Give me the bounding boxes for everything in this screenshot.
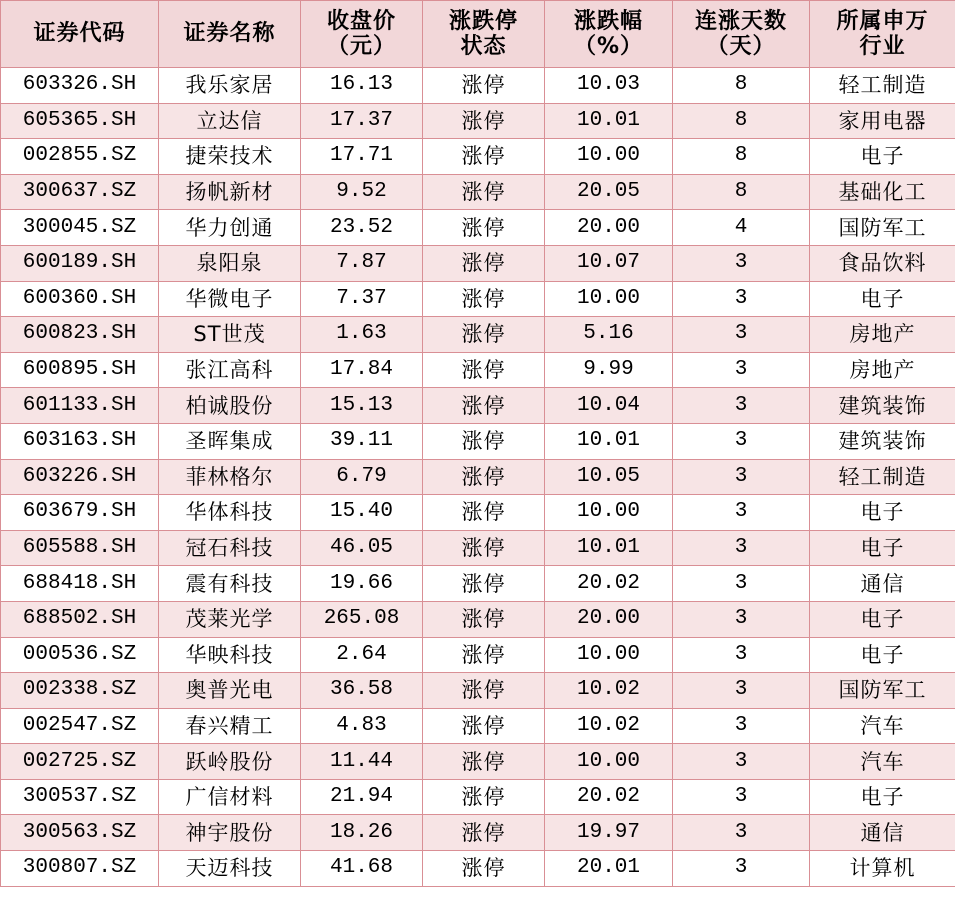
table-row (1, 68, 955, 104)
cell-consecutive-days: 3 (673, 459, 810, 495)
cell-code: 002338.SZ (1, 673, 159, 709)
cell-code: 603163.SH (1, 423, 159, 459)
table-row (1, 566, 955, 602)
column-header-name (159, 1, 301, 68)
cell-limit-state: 涨停 (423, 139, 545, 175)
cell-code: 300563.SZ (1, 815, 159, 851)
cell-consecutive-days: 3 (673, 815, 810, 851)
cell-change-pct: 20.02 (545, 779, 673, 815)
cell-industry: 汽车 (810, 708, 955, 744)
cell-name: 张江高科 (159, 352, 301, 388)
cell-limit-state: 涨停 (423, 637, 545, 673)
cell-change-pct: 10.00 (545, 744, 673, 780)
column-header-change-line1: 涨跌幅 (573, 8, 643, 34)
cell-code: 600823.SH (1, 317, 159, 353)
cell-limit-state: 涨停 (423, 103, 545, 139)
cell-consecutive-days: 3 (673, 317, 810, 353)
cell-change-pct: 10.01 (545, 530, 673, 566)
cell-name: 茂莱光学 (159, 601, 301, 637)
table-body (1, 68, 955, 887)
cell-change-pct: 10.02 (545, 708, 673, 744)
cell-change-pct: 20.02 (545, 566, 673, 602)
cell-industry: 轻工制造 (810, 459, 955, 495)
table-row (1, 210, 955, 246)
table-row (1, 281, 955, 317)
cell-name: ST世茂 (159, 317, 301, 353)
cell-close-price: 18.26 (301, 815, 423, 851)
cell-industry: 建筑装饰 (810, 388, 955, 424)
cell-industry: 食品饮料 (810, 245, 955, 281)
table-row (1, 815, 955, 851)
cell-change-pct: 10.05 (545, 459, 673, 495)
cell-change-pct: 10.01 (545, 103, 673, 139)
cell-change-pct: 9.99 (545, 352, 673, 388)
cell-limit-state: 涨停 (423, 566, 545, 602)
cell-change-pct: 20.01 (545, 851, 673, 887)
cell-change-pct: 10.01 (545, 423, 673, 459)
cell-limit-state: 涨停 (423, 601, 545, 637)
cell-code: 603326.SH (1, 68, 159, 104)
cell-code: 603226.SH (1, 459, 159, 495)
table-row (1, 139, 955, 175)
cell-consecutive-days: 3 (673, 744, 810, 780)
cell-industry: 电子 (810, 495, 955, 531)
cell-limit-state: 涨停 (423, 708, 545, 744)
column-header-state-line1: 涨跌停 (448, 8, 518, 34)
table-row (1, 245, 955, 281)
cell-consecutive-days: 3 (673, 637, 810, 673)
cell-limit-state: 涨停 (423, 779, 545, 815)
cell-code: 600189.SH (1, 245, 159, 281)
cell-limit-state: 涨停 (423, 210, 545, 246)
cell-limit-state: 涨停 (423, 245, 545, 281)
cell-name: 冠石科技 (159, 530, 301, 566)
cell-close-price: 17.71 (301, 139, 423, 175)
cell-change-pct: 20.00 (545, 601, 673, 637)
cell-consecutive-days: 3 (673, 388, 810, 424)
cell-limit-state: 涨停 (423, 459, 545, 495)
cell-close-price: 46.05 (301, 530, 423, 566)
cell-close-price: 23.52 (301, 210, 423, 246)
cell-change-pct: 10.07 (545, 245, 673, 281)
cell-close-price: 36.58 (301, 673, 423, 709)
cell-code: 300637.SZ (1, 174, 159, 210)
cell-close-price: 11.44 (301, 744, 423, 780)
cell-code: 600895.SH (1, 352, 159, 388)
cell-industry: 电子 (810, 601, 955, 637)
cell-limit-state: 涨停 (423, 530, 545, 566)
table-row (1, 423, 955, 459)
cell-industry: 房地产 (810, 317, 955, 353)
cell-code: 002855.SZ (1, 139, 159, 175)
cell-change-pct: 10.00 (545, 495, 673, 531)
cell-close-price: 7.87 (301, 245, 423, 281)
cell-change-pct: 5.16 (545, 317, 673, 353)
cell-consecutive-days: 3 (673, 530, 810, 566)
column-header-state-line2: 状态 (460, 34, 507, 59)
cell-name: 菲林格尔 (159, 459, 301, 495)
cell-industry: 房地产 (810, 352, 955, 388)
cell-industry: 汽车 (810, 744, 955, 780)
cell-consecutive-days: 3 (673, 566, 810, 602)
cell-limit-state: 涨停 (423, 68, 545, 104)
cell-change-pct: 10.00 (545, 281, 673, 317)
cell-consecutive-days: 3 (673, 851, 810, 887)
table-row (1, 352, 955, 388)
cell-industry: 电子 (810, 779, 955, 815)
cell-change-pct: 10.03 (545, 68, 673, 104)
cell-code: 605365.SH (1, 103, 159, 139)
cell-close-price: 21.94 (301, 779, 423, 815)
cell-name: 捷荣技术 (159, 139, 301, 175)
cell-consecutive-days: 8 (673, 103, 810, 139)
cell-consecutive-days: 3 (673, 673, 810, 709)
cell-name: 广信材料 (159, 779, 301, 815)
column-header-name-line1: 证券名称 (183, 21, 276, 47)
cell-close-price: 41.68 (301, 851, 423, 887)
column-header-price-line2: （元） (326, 34, 396, 59)
cell-consecutive-days: 8 (673, 139, 810, 175)
cell-limit-state: 涨停 (423, 815, 545, 851)
cell-code: 300807.SZ (1, 851, 159, 887)
column-header-change (545, 1, 673, 68)
cell-limit-state: 涨停 (423, 851, 545, 887)
cell-close-price: 2.64 (301, 637, 423, 673)
cell-code: 002725.SZ (1, 744, 159, 780)
cell-industry: 计算机 (810, 851, 955, 887)
cell-limit-state: 涨停 (423, 495, 545, 531)
table-row (1, 637, 955, 673)
cell-close-price: 17.37 (301, 103, 423, 139)
cell-code: 300537.SZ (1, 779, 159, 815)
cell-industry: 国防军工 (810, 673, 955, 709)
cell-limit-state: 涨停 (423, 317, 545, 353)
cell-code: 688418.SH (1, 566, 159, 602)
cell-consecutive-days: 3 (673, 352, 810, 388)
cell-limit-state: 涨停 (423, 388, 545, 424)
cell-industry: 家用电器 (810, 103, 955, 139)
table-row (1, 708, 955, 744)
cell-name: 天迈科技 (159, 851, 301, 887)
cell-industry: 电子 (810, 637, 955, 673)
cell-change-pct: 19.97 (545, 815, 673, 851)
table-row (1, 495, 955, 531)
table-row (1, 601, 955, 637)
table-row (1, 103, 955, 139)
cell-industry: 电子 (810, 281, 955, 317)
cell-industry: 通信 (810, 815, 955, 851)
cell-code: 600360.SH (1, 281, 159, 317)
cell-industry: 建筑装饰 (810, 423, 955, 459)
cell-close-price: 1.63 (301, 317, 423, 353)
cell-name: 华体科技 (159, 495, 301, 531)
cell-close-price: 15.13 (301, 388, 423, 424)
cell-change-pct: 20.00 (545, 210, 673, 246)
cell-consecutive-days: 8 (673, 174, 810, 210)
cell-close-price: 39.11 (301, 423, 423, 459)
table-row (1, 317, 955, 353)
table-row (1, 744, 955, 780)
cell-close-price: 7.37 (301, 281, 423, 317)
cell-name: 泉阳泉 (159, 245, 301, 281)
column-header-days-line2: （天） (706, 34, 776, 59)
cell-consecutive-days: 3 (673, 245, 810, 281)
cell-close-price: 265.08 (301, 601, 423, 637)
cell-code: 000536.SZ (1, 637, 159, 673)
cell-code: 601133.SH (1, 388, 159, 424)
cell-limit-state: 涨停 (423, 744, 545, 780)
cell-name: 立达信 (159, 103, 301, 139)
cell-close-price: 15.40 (301, 495, 423, 531)
cell-change-pct: 10.00 (545, 139, 673, 175)
cell-consecutive-days: 3 (673, 708, 810, 744)
cell-name: 柏诚股份 (159, 388, 301, 424)
cell-limit-state: 涨停 (423, 673, 545, 709)
cell-consecutive-days: 3 (673, 495, 810, 531)
table-header (1, 1, 955, 68)
table-row (1, 851, 955, 887)
column-header-code-line1: 证券代码 (33, 21, 126, 47)
cell-code: 002547.SZ (1, 708, 159, 744)
cell-name: 扬帆新材 (159, 174, 301, 210)
cell-consecutive-days: 3 (673, 423, 810, 459)
table-row (1, 459, 955, 495)
column-header-industry-line1: 所属申万 (836, 8, 929, 34)
column-header-industry-line2: 行业 (859, 34, 906, 59)
cell-close-price: 9.52 (301, 174, 423, 210)
cell-name: 震有科技 (159, 566, 301, 602)
cell-industry: 电子 (810, 139, 955, 175)
cell-industry: 国防军工 (810, 210, 955, 246)
cell-limit-state: 涨停 (423, 174, 545, 210)
table-header-row (1, 1, 955, 68)
cell-consecutive-days: 3 (673, 281, 810, 317)
column-header-price (301, 1, 423, 68)
column-header-code (1, 1, 159, 68)
table-row (1, 174, 955, 210)
cell-code: 603679.SH (1, 495, 159, 531)
cell-name: 华映科技 (159, 637, 301, 673)
cell-code: 300045.SZ (1, 210, 159, 246)
cell-consecutive-days: 8 (673, 68, 810, 104)
column-header-price-line1: 收盘价 (326, 8, 396, 34)
table-row (1, 779, 955, 815)
cell-consecutive-days: 4 (673, 210, 810, 246)
column-header-state (423, 1, 545, 68)
cell-limit-state: 涨停 (423, 352, 545, 388)
cell-industry: 通信 (810, 566, 955, 602)
table-row (1, 530, 955, 566)
table-row (1, 673, 955, 709)
column-header-days (673, 1, 810, 68)
column-header-industry (810, 1, 955, 68)
cell-industry: 轻工制造 (810, 68, 955, 104)
cell-consecutive-days: 3 (673, 779, 810, 815)
table-row (1, 388, 955, 424)
cell-name: 神宇股份 (159, 815, 301, 851)
cell-limit-state: 涨停 (423, 423, 545, 459)
cell-name: 我乐家居 (159, 68, 301, 104)
cell-name: 华力创通 (159, 210, 301, 246)
cell-limit-state: 涨停 (423, 281, 545, 317)
cell-name: 圣晖集成 (159, 423, 301, 459)
cell-change-pct: 10.04 (545, 388, 673, 424)
column-header-change-line2: （%） (573, 34, 644, 59)
cell-close-price: 16.13 (301, 68, 423, 104)
cell-code: 688502.SH (1, 601, 159, 637)
cell-name: 华微电子 (159, 281, 301, 317)
cell-name: 春兴精工 (159, 708, 301, 744)
cell-name: 跃岭股份 (159, 744, 301, 780)
cell-industry: 电子 (810, 530, 955, 566)
cell-name: 奥普光电 (159, 673, 301, 709)
cell-close-price: 19.66 (301, 566, 423, 602)
cell-close-price: 17.84 (301, 352, 423, 388)
cell-industry: 基础化工 (810, 174, 955, 210)
cell-close-price: 4.83 (301, 708, 423, 744)
cell-change-pct: 20.05 (545, 174, 673, 210)
cell-close-price: 6.79 (301, 459, 423, 495)
column-header-days-line1: 连涨天数 (694, 8, 787, 34)
cell-code: 605588.SH (1, 530, 159, 566)
cell-change-pct: 10.02 (545, 673, 673, 709)
cell-change-pct: 10.00 (545, 637, 673, 673)
cell-consecutive-days: 3 (673, 601, 810, 637)
